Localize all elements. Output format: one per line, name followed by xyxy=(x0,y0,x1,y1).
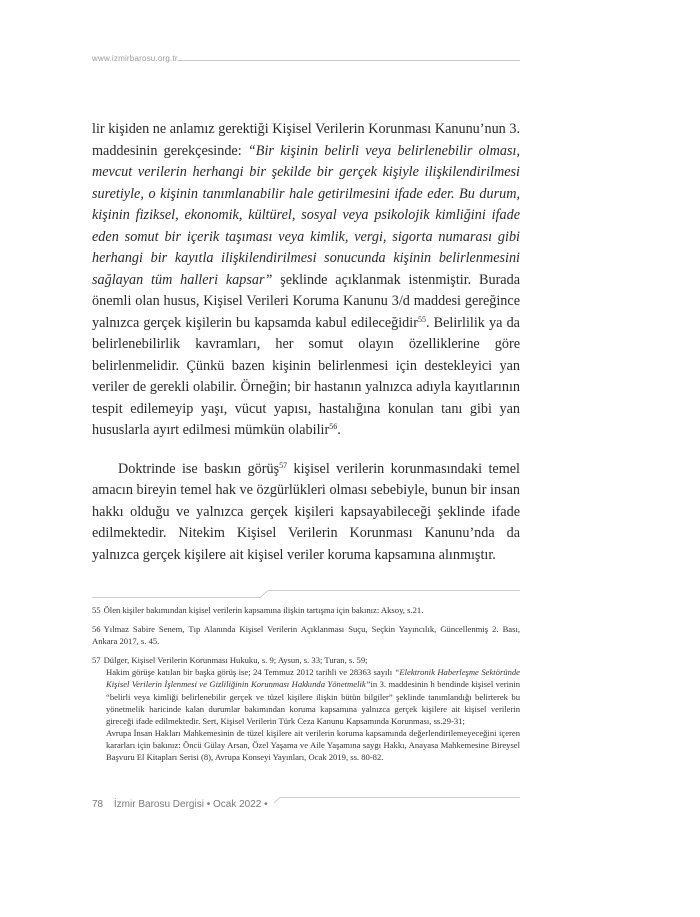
text-span: kişisel verilerin korunmasındaki temel amacın bireyin temel hak ve özgürlükleri olması sebebiyle, bunun bir insan hakkı olduğu ve yalnızca gerçek kişileri kapsayabileceği şeklinde ifade edilmektedir. Nitekim Kişisel Verilerin Korunması Kanunu’nda da yalnızca gerçek kişilere ait kişisel veriler koruma kapsamına alınmıştır. xyxy=(92,460,520,563)
footnotes xyxy=(92,604,520,770)
footnote-line xyxy=(92,666,520,726)
text-span: lir kişiden ne anlamız gerektiği Kişisel Verilerin Korunması Kanunu’nun 3. maddesinin gerekçesinde: xyxy=(92,121,520,159)
paragraph-1 xyxy=(92,119,520,442)
text-span: . Belirlilik ya da belirlenebilirlik kavramları, her somut olayın özelliklerine göre belirlenmelidir. Çünkü bazen kişinin belirlenmesi için destekleyici yan veriler de gerekli olabilir. Örneğin; bir hastanın yalnızca adıyla kayıtlarının tespit edilemeyip yaşı, vücut yapısı, hastalığına konulan tanı gibi yan hususlarla ayırt edilmesi mümkün olabilir xyxy=(92,314,520,438)
footnote-divider xyxy=(92,590,520,598)
footnote-line xyxy=(92,654,520,666)
text-span: Hakim görüşe katılan bir başka görüş ise; 24 Temmuz 2012 tarihli ve 28363 sayılı xyxy=(106,667,395,678)
footnote-55 xyxy=(92,604,520,616)
text-span: Dülger, Kişisel Verilerin Korunması Hukuku, s. 9; Aysun, s. 33; Turan, s. 59; xyxy=(103,655,368,666)
footnote-56 xyxy=(92,623,520,647)
journal-name: İzmir Barosu Dergisi • Ocak 2022 • xyxy=(113,799,268,810)
italic-span: “Elektronik Haberleşme Sektöründe Kişisel Verilerin İşlenmesi ve Gizliliğinin Korunması Hakkında Yönetmelik” xyxy=(106,667,520,690)
paragraph-2 xyxy=(92,459,520,567)
italic-span: “Bir kişinin belirli veya belirlenebilir olması, mevcut verilerin herhangi bir şekilde bir gerçek kişiyle ilişkilendirilmesi suretiyle, o kişinin tanımlanabilir hale getirilmesini ifade eder. Bu durum, kişinin fiziksel, ekonomik, kültürel, sosyal veya psikolojik kimliğini ifade eden somut bir içerik taşıması veya kimlik, vergi, sigorta numarası gibi herhangi bir kayıtla ilişkilendirilmesi sonucunda kişinin belirlenmesini sağlayan tüm halleri kapsar” xyxy=(92,142,520,288)
footnote-ref: 56 xyxy=(329,422,338,431)
text-span: . xyxy=(337,422,341,438)
footnote-line xyxy=(92,604,520,616)
page-footer xyxy=(92,799,274,810)
footnote-ref: 55 xyxy=(417,314,426,324)
text-span: Yılmaz Sabire Senem, Tıp Alanında Kişisel Verilerin Açıklanması Suçu, Seçkin Yayıncılık, Güncellenmiş 2. Bası, Ankara 2017, s. 45. xyxy=(92,624,520,647)
footnote-number: 55 xyxy=(92,605,101,615)
text-span: in 3. maddesinin h bendinde kişisel verinin “belirli veya kimliği belirlenebilir gerçek ve tüzel kişilere ilişkin bütün bilgiler” şeklinde tanımlandığı belirterek bu yönetmelik haricinde kalan durumlar bakımından koruma kapsamına yalnızca gerçek kişilere ait kişisel verilerin gireceği ifade edilmektedir. Sert, Kişisel Verilerin Türk Ceza Kanunu Kapsamında Korunması, ss.29-31; xyxy=(106,679,521,726)
text-span: Ölen kişiler bakımından kişisel verilerin kapsamına ilişkin tartışma için bakınız: Aksoy, s.21. xyxy=(103,605,424,615)
footnote-number: 57 xyxy=(92,655,101,666)
footnote-57 xyxy=(92,654,520,763)
footnote-line xyxy=(92,727,520,763)
header-url: www.izmirbarosu.org.tr xyxy=(92,54,178,63)
page-number: 78 xyxy=(92,799,104,810)
footnote-number: 56 xyxy=(92,624,101,635)
text-span: şeklinde açıklanmak istenmiştir. Burada önemli olan husus, Kişisel Verileri Koruma Kanunu 3/d maddesi gereğince yalnızca gerçek kişilerin bu kapsamda kabul edileceğidir xyxy=(92,271,520,331)
text-span: Avrupa İnsan Hakları Mahkemesinin de tüzel kişilere ait verilerin koruma kapsamında değerlendirilemeyeceğini içeren kararları için bakınız: Öncü Gülay Arsan, Özel Yaşama ve Aile Yaşamına saygı Hakkı, Anayasa Mahkemesine Bireysel Başvuru El Kitapları Serisi (8), Avrupa Konseyi Yayınları, Ocak 2019, ss. 80-82. xyxy=(106,727,520,763)
header-rule xyxy=(178,60,520,61)
footnote-line xyxy=(92,623,520,647)
text-span: Doktrinde ise baskın görüş xyxy=(118,460,280,477)
footnote-ref: 57 xyxy=(279,460,288,470)
body-text xyxy=(92,119,520,566)
